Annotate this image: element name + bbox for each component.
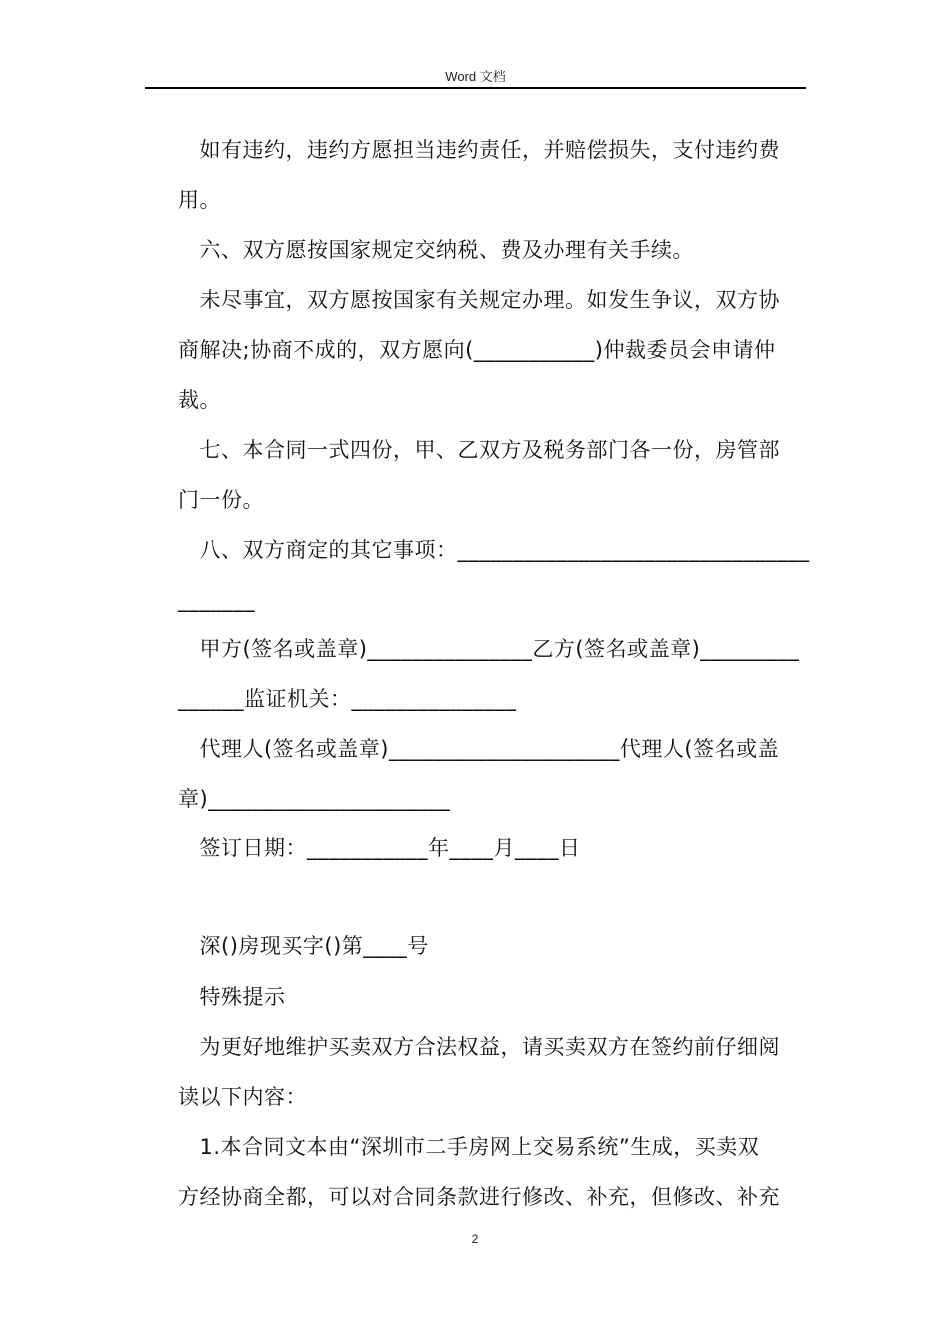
text-line-20: 1.本合同文本由“深圳市二手房网上交易系统”生成，买卖双	[178, 1135, 760, 1159]
text-line-5: 商解决;协商不成的，双方愿向(___________)仲裁委员会申请仲	[178, 338, 776, 362]
text-line-21: 方经协商全都，可以对合同条款进行修改、补充，但修改、补充	[178, 1185, 780, 1209]
text-line-6: 裁。	[178, 388, 221, 412]
page-header: Word 文档	[445, 69, 506, 84]
text-line-17: 特殊提示	[178, 985, 286, 1009]
text-line-11: 甲方(签名或盖章)_______________乙方(签名或盖章)_________	[178, 637, 800, 661]
text-line-15: 签订日期：___________年____月____日	[178, 836, 581, 860]
text-line-19: 读以下内容：	[178, 1085, 307, 1109]
text-line-4: 未尽事宜，双方愿按国家有关规定办理。如发生争议，双方协	[178, 288, 780, 312]
text-line-13: 代理人(签名或盖章)_____________________代理人(签名或盖	[178, 737, 780, 761]
text-line-3: 六、双方愿按国家规定交纳税、费及办理有关手续。	[178, 238, 694, 262]
text-line-12: ______监证机关：_______________	[178, 687, 517, 711]
text-line-14: 章)______________________	[178, 787, 451, 811]
text-line-2: 用。	[178, 188, 221, 212]
text-line-7: 七、本合同一式四份，甲、乙双方及税务部门各一份，房管部	[178, 438, 780, 462]
text-line-8: 门一份。	[178, 488, 264, 512]
text-line-9: 八、双方商定的其它事项：________________________________	[178, 538, 810, 562]
text-line-18: 为更好地维护买卖双方合法权益，请买卖双方在签约前仔细阅	[178, 1035, 780, 1059]
text-line-1: 如有违约，违约方愿担当违约责任，并赔偿损失，支付违约费	[178, 138, 780, 162]
text-line-16: 深()房现买字()第____号	[178, 934, 429, 958]
header-rule	[145, 87, 806, 89]
text-line-10: _______	[178, 588, 255, 612]
page-number: 2	[471, 1232, 479, 1246]
